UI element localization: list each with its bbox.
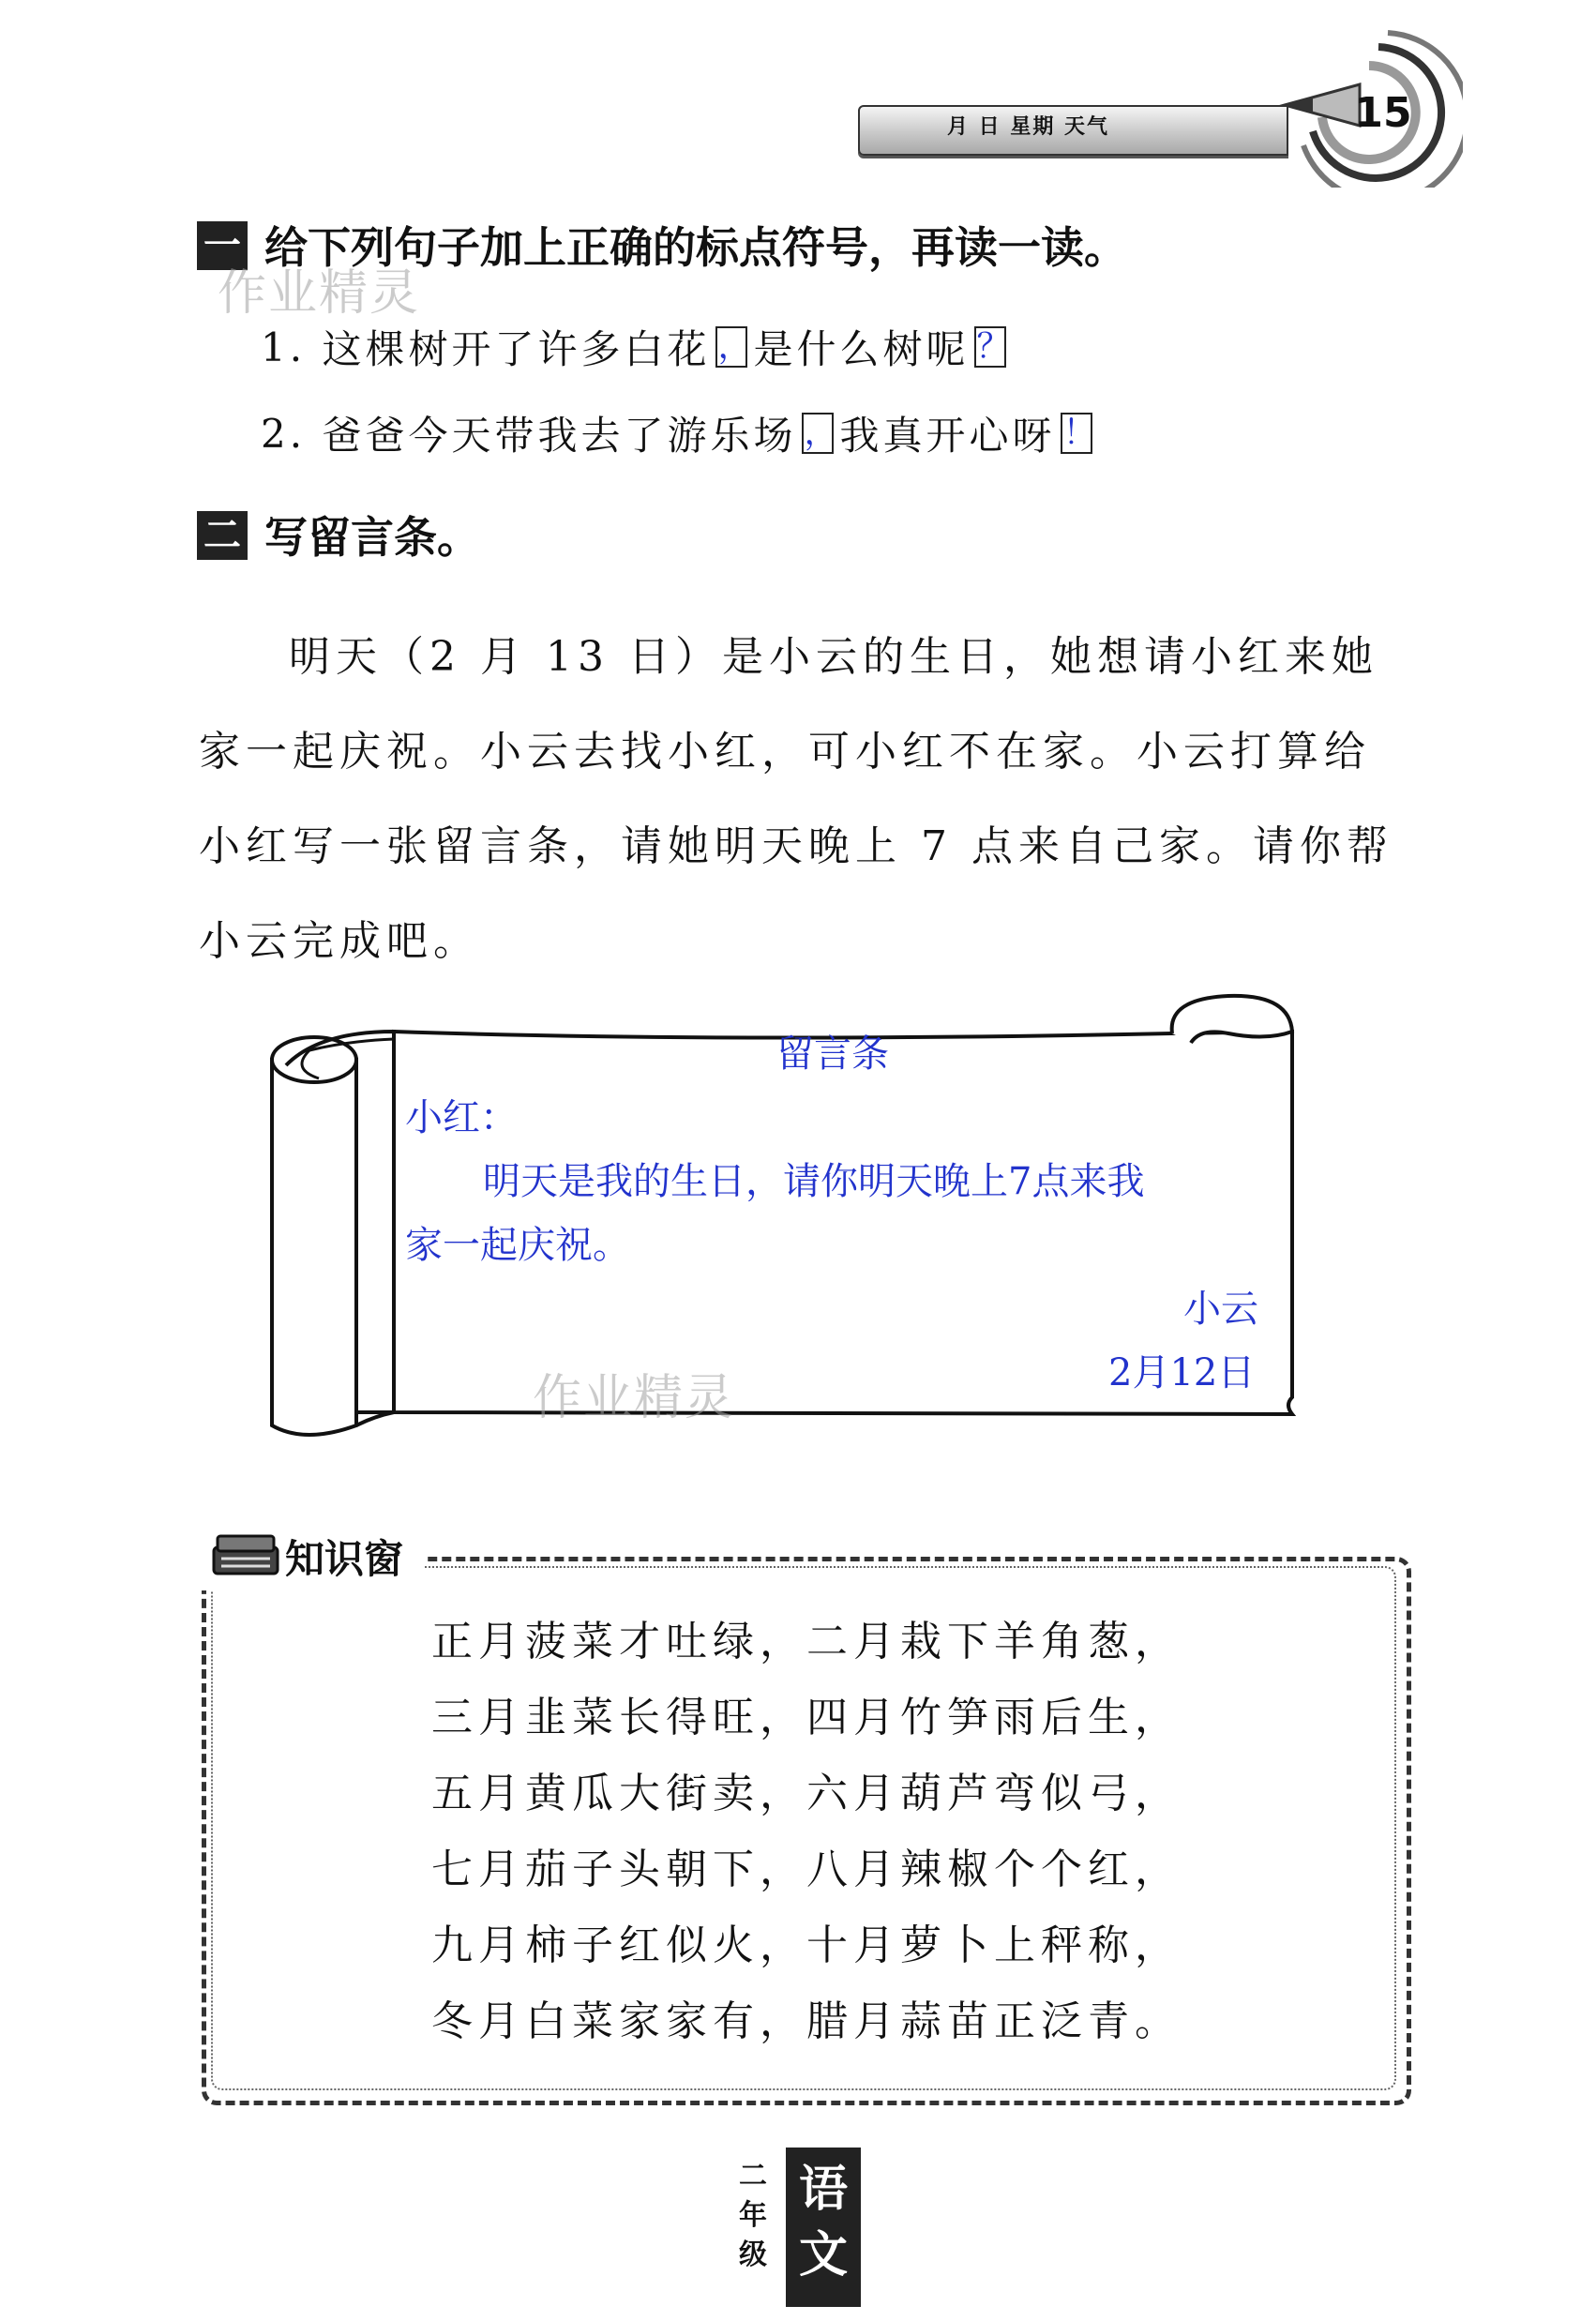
note-salutation: 小红： <box>405 1096 518 1139</box>
note-title: 留言条 <box>776 1032 889 1076</box>
poem-line: 七月茄子头朝下，八月辣椒个个红， <box>431 1846 1182 1893</box>
book-icon <box>208 1525 283 1583</box>
note-body-line2: 家一起庆祝。 <box>405 1224 630 1267</box>
section1-number-icon: 一 <box>197 221 248 270</box>
question-2-text-b: 我真开心呀 <box>839 413 1056 459</box>
section2-number-icon: 二 <box>197 511 248 560</box>
knowledge-poem <box>431 1604 1182 2059</box>
watermark: 作业精灵 <box>533 1370 736 1426</box>
question-2-text-a: 爸爸今天带我去了游乐场 <box>322 413 797 459</box>
note-body-line1: 明天是我的生日，请你明天晚上7点来我 <box>483 1160 1145 1203</box>
answer-box[interactable]: ！ <box>1062 414 1097 452</box>
question-2 <box>261 405 1098 461</box>
section2-paragraph: 明天（2 月 13 日）是小云的生日，她想请小红来她家一起庆祝。小云去找小红，可小红不在家。小云打算给小红写一张留言条，请她明天晚上 7 点来自己家。请你帮小云完成吧。 <box>199 633 1393 965</box>
answer-box[interactable]: ？ <box>976 327 1011 366</box>
poem-line: 九月柿子红似火，十月萝卜上秤称， <box>431 1922 1182 1969</box>
note-date: 2月12日 <box>1108 1351 1256 1394</box>
knowledge-label: 知识窗 <box>285 1536 404 1582</box>
answer-box[interactable]: ， <box>717 327 752 366</box>
subject-tab: 语文 <box>786 2148 861 2307</box>
poem-line: 三月韭菜长得旺，四月竹笋雨后生， <box>431 1694 1182 1741</box>
poem-line: 五月黄瓜大街卖，六月葫芦弯似弓， <box>431 1770 1182 1817</box>
section2-title: 写留言条。 <box>264 512 480 563</box>
date-weather-label: 月 日 星期 天气 <box>947 115 1109 139</box>
poem-line: 冬月白菜家家有，腊月蒜苗正泛青。 <box>431 1997 1182 2045</box>
section1-title: 给下列句子加上正确的标点符号，再读一读。 <box>264 222 1127 273</box>
question-1-number: 1. <box>261 324 307 370</box>
note-signature: 小云 <box>1183 1288 1258 1331</box>
poem-line: 正月菠菜才吐绿，二月栽下羊角葱， <box>431 1618 1182 1665</box>
answer-box[interactable]: ， <box>804 414 838 452</box>
grade-label: 二年级 <box>739 2160 767 2271</box>
page-number: 15 <box>1354 89 1412 137</box>
question-1-text-b: 是什么树呢 <box>753 326 970 372</box>
watermark: 作业精灵 <box>218 265 421 322</box>
question-1-text-a: 这棵树开了许多白花 <box>322 326 711 372</box>
question-2-number: 2. <box>261 410 307 457</box>
question-1 <box>261 319 1012 375</box>
